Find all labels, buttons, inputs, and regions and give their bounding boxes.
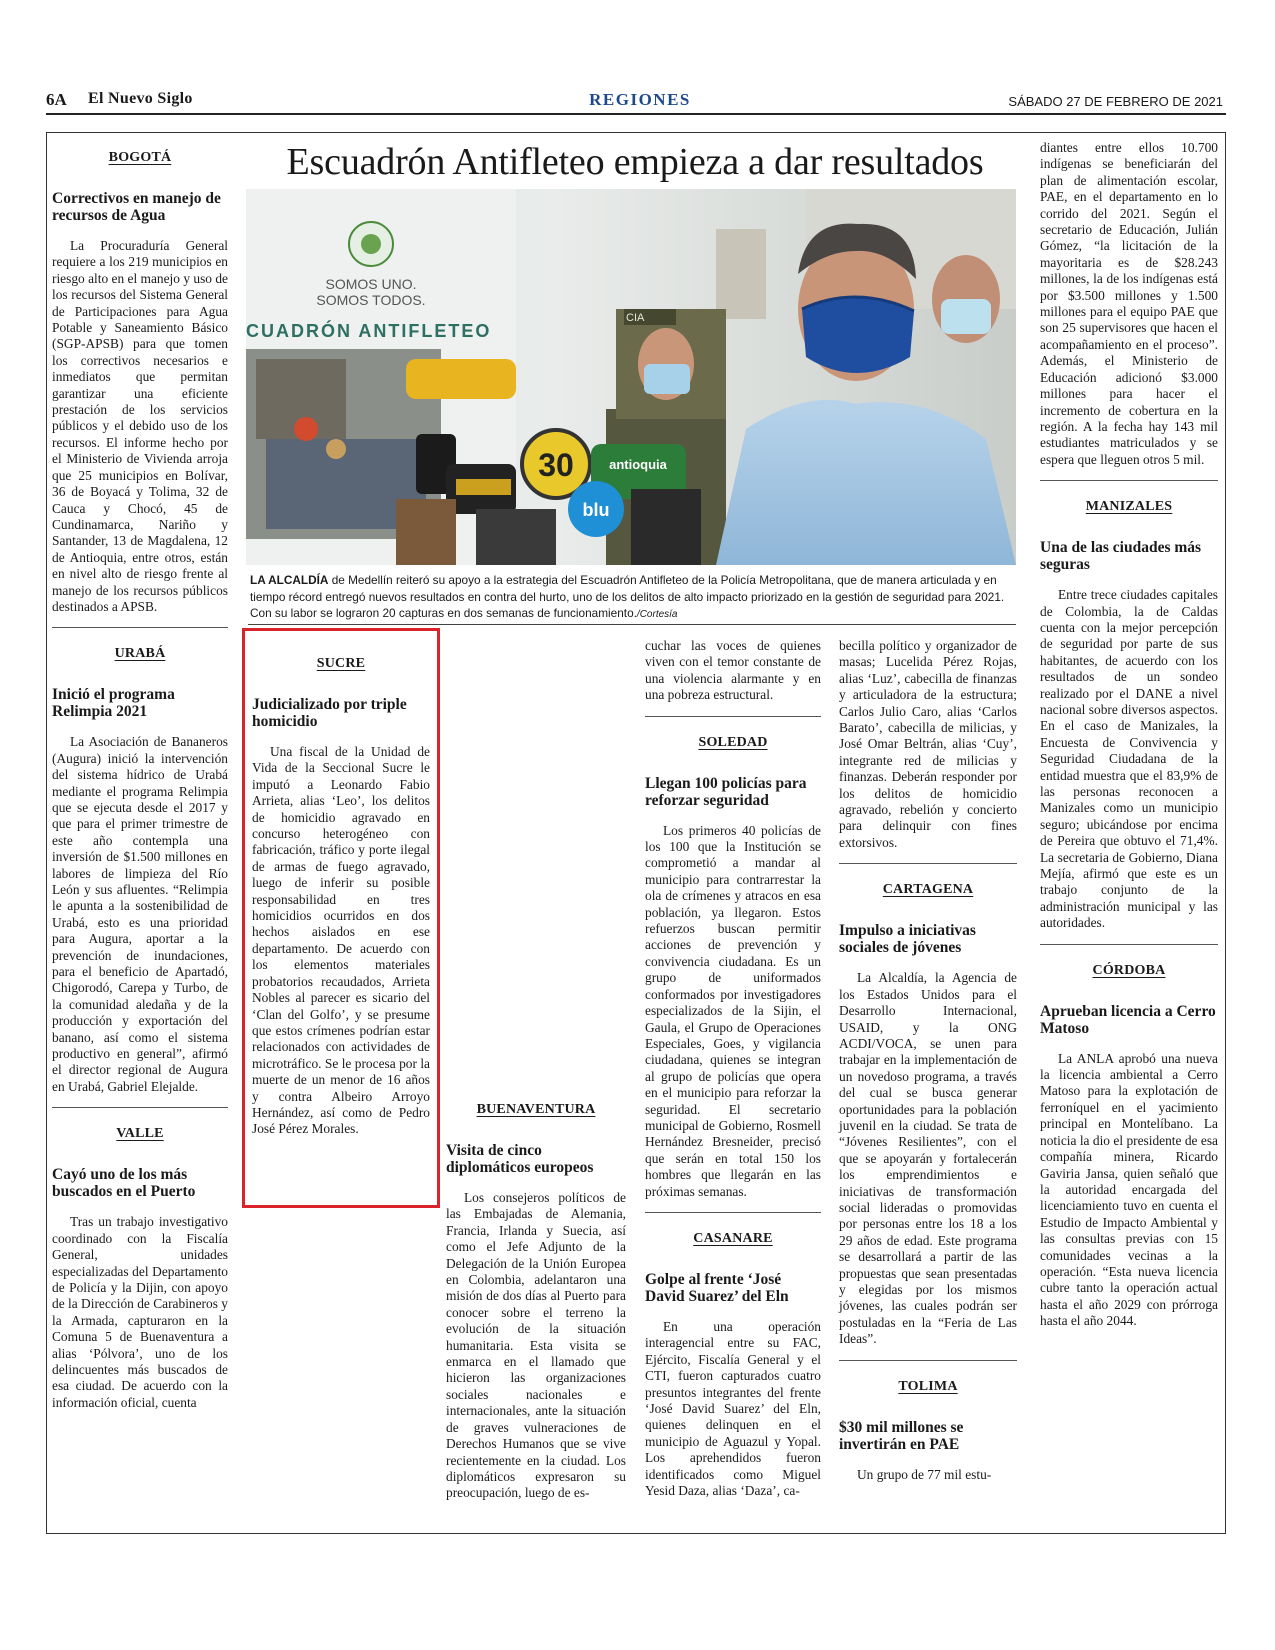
section-valle: VALLE xyxy=(116,1126,164,1142)
section-manizales: MANIZALES xyxy=(1085,499,1173,515)
column-4 xyxy=(839,638,1017,1483)
divider xyxy=(645,716,821,717)
title-bogota: Correctivos en manejo de recursos de Agua xyxy=(52,190,221,224)
body-valle: Tras un trabajo investigativo coordinado con la Fiscalía General, unidades especializadas del Departamento de Policía y la Dijin, con apoyo de la Dirección de Carabineros y la Armada, capturaron en la Comuna 5 de Buenaventura a alias ‘Pólvora’, uno de los delincuentes más buscados de esa ciudad. De acuerdo con la información oficial, cuenta xyxy=(52,1214,228,1410)
body-buenaventura: Los consejeros políticos de las Embajadas de Alemania, Francia, Irlanda y Suecia, así como el Jefe Adjunto de la Delegación de la Unión Europea en Colombia, adelantaron una misión de dos días al Puerto para conocer sobre el terreno la evolución de la situación humanitaria. Esta visita se enmarca en el llamado que hicieron las organizaciones sociales nacionales e internacionales, ante la situación de graves vulneraciones de Derechos Humanos que se vive recientemente en la ciudad. Los diplomáticos expresaron su preocupación, luego de es- xyxy=(446,1190,626,1501)
body-cartagena: La Alcaldía, la Agencia de los Estados Unidos para el Desarrollo Internacional, USAID, y la ONG ACDI/VOCA, se unen para trabajar en la implementación de un novedoso programa, a través del cual se busca generar oportunidades para la población juvenil en la ciudad. Se trata de “Jóvenes Resilientes”, con el que se apoyarán y fortalecerán los emprendimientos e iniciativas de transformación social lideradas o promovidas por personas entre los 18 a los 29 años de edad. Este programa se desarrollará a partir de las propuestas que sean presentadas y elegidas por los mismos jóvenes, las cuales podrán ser postuladas en la “Feria de Las Ideas”. xyxy=(839,970,1017,1347)
column-3 xyxy=(645,638,821,1499)
header-rule xyxy=(46,113,1226,115)
caption-rule xyxy=(248,624,1016,625)
photo-illustration xyxy=(246,189,1016,565)
section-uraba: URABÁ xyxy=(114,646,166,662)
caption-credit: /Cortesía xyxy=(636,609,678,620)
divider xyxy=(839,863,1017,864)
title-casanare: Golpe al frente ‘José David Suarez’ del Eln xyxy=(645,1270,789,1305)
body-cordoba: La ANLA aprobó una nueva la licencia ambiental a Cerro Matoso para la explotación de ferroníquel en el yacimiento principal en Montelíbano. La noticia la dio el presidente de esa compañía minera, Ricardo Gaviria Jansa, quien señaló que la autoridad encargada del licenciamiento tuvo en cuenta el Estudio de Impacto Ambiental y las consultas previas con 15 comunidades vecinas a la operación. “Esta nueva licencia cubre tanto la operación actual hasta el año 2029 con prórroga hasta el año 2044. xyxy=(1040,1050,1218,1329)
continued-buenaventura: cuchar las voces de quienes viven con el temor constante de una violencia alarmante y en una pobreza estructural. xyxy=(645,638,821,703)
section-soledad: SOLEDAD xyxy=(698,734,768,750)
column-1 xyxy=(52,150,228,1411)
main-headline: Escuadrón Antifleteo empieza a dar resultados xyxy=(286,141,984,183)
body-soledad: Los primeros 40 policías de los 100 que la Institución se comprometió a mandar al municipio para contrarrestar la ola de crímenes y atracos en esa población, ya llegaron. Estos refuerzos buscan permitir acciones de prevención y convivencia ciudadana. Es un grupo de uniformados conformados por investigadores especializados de la Sijin, el Gaula, el Grupo de Operaciones Especiales, Goes, y vigilancia ciudadana, quienes se integran al grupo de policías que opera en el municipio para reforzar la seguridad. El secretario municipal de Gobierno, Rosmell Hernández Bresneider, precisó que serán en total 150 los hombres que llegarán en las próximas semanas. xyxy=(645,822,821,1199)
section-casanare: CASANARE xyxy=(693,1230,773,1246)
section-sucre: SUCRE xyxy=(316,656,366,671)
title-tolima: $30 mil millones se invertirán en PAE xyxy=(839,1418,964,1453)
banner-line-1: SOMOS UNO. xyxy=(325,276,417,292)
section-tolima: TOLIMA xyxy=(898,1378,958,1394)
section-cordoba: CÓRDOBA xyxy=(1092,962,1166,978)
issue-date: SÁBADO 27 DE FEBRERO DE 2021 xyxy=(1008,94,1223,109)
section-buenaventura: BUENAVENTURA xyxy=(476,1102,596,1117)
mic-30-label: 30 xyxy=(538,447,574,483)
title-cartagena: Impulso a iniciativas sociales de jóvenes xyxy=(839,922,976,957)
divider xyxy=(52,1107,228,1108)
newspaper-name: El Nuevo Siglo xyxy=(88,90,193,107)
page-number: 6A xyxy=(46,90,67,109)
column-5 xyxy=(1040,140,1218,1330)
title-sucre: Judicializado por triple homicidio xyxy=(252,696,407,730)
title-valle: Cayó uno de los más buscados en el Puerto xyxy=(52,1166,196,1201)
title-soledad: Llegan 100 policías para reforzar seguridad xyxy=(645,774,807,809)
caption-lead: LA ALCALDÍA xyxy=(250,573,329,587)
body-manizales: Entre trece ciudades capitales de Colombia, la de Caldas cuenta con la mejor percepción de seguridad por parte de sus habitantes, de acuerdo con los resultados de un sondeo realizado por el DANE a nivel nacional sobre diversos aspectos. En el caso de Manizales, la Encuesta de Convivencia y Seguridad Ciudadana de la entidad muestra que el 83,9% de las personas reconocen a Manizales como un municipio seguro; ubicándose por encima de Pereira que obtuvo el 71,4%. La secretaria de Gobierno, Diana Mejía, afirmó que este es un trabajo conjunto de la administración municipal y las autoridades. xyxy=(1040,587,1218,931)
body-sucre: Una fiscal de la Unidad de Vida de la Seccional Sucre le imputó a Leonardo Fabio Arrieta, alias ‘Leo’, los delitos de homicidio agravado en concurso heterogéneo con fabricación, tráfico y porte ilegal de armas de fuego agravado, luego de inferir su posible responsabilidad en tres homicidios ocurridos en dos hechos aislados en ese departamento. De acuerdo con los elementos materiales probatorios recaudados, Arrieta Nobles al parecer es sicario del ‘Clan del Golfo’, y se presume que estos crímenes podrían estar relacionados con actividades de microtráfico. Se le procesa por la muerte de un menor de 16 años y contra Albeiro Arroyo Hernández, así como de Pedro José Pérez Morales. xyxy=(252,744,430,1137)
continued-casanare: becilla político y organizador de masas; Lucelida Pérez Rojas, alias ‘Luz’, cabecilla de finanzas y articuladora de la estructura; Carlos Julio Caro, alias ‘Carlos Barato’, cabecilla de milicias, y José Omar Beltrán, alias ‘Cuy’, integrante red de milicias y finanzas. Deberán responder por los delitos de homicidio agravado, rebelión y concierto para delinquir con fines extorsivos. xyxy=(839,638,1017,850)
section-bogota: BOGOTÁ xyxy=(108,150,172,165)
mic-blu-label: blu xyxy=(582,500,610,520)
banner-line-2: SOMOS TODOS. xyxy=(316,292,426,308)
banner-text: CUADRÓN ANTIFLETEO xyxy=(246,321,492,341)
divider xyxy=(645,1212,821,1213)
photo-caption xyxy=(250,572,1012,624)
column-2-bottom xyxy=(446,1102,626,1502)
divider xyxy=(1040,480,1218,481)
divider xyxy=(1040,944,1218,945)
section-name: REGIONES xyxy=(589,90,691,109)
section-cartagena: CARTAGENA xyxy=(882,882,974,898)
continued-tolima: diantes entre ellos 10.700 indígenas se beneficiarán del plan de alimentación escolar, PAE, en el departamento en lo corrido del 2021. Según el secretario de Educación, Julián Gómez, “la licitación de la mayoritaria es de $28.243 millones, la de los indígenas está por $3.500 millones y 1.500 millones para el equipo PAE que son 25 supervisores que hacen el acompañamiento en el proceso”. Además, el Ministerio de Educación adicionó $3.000 millones para hacer el incremento de cobertura en la región. A la fecha hay 143 mil estudiantes matriculados y se espera que lleguen otros 5 mil. xyxy=(1040,140,1218,467)
title-manizales: Una de las ciudades más seguras xyxy=(1040,539,1202,574)
body-casanare: En una operación interagencial entre su FAC, Ejército, Fiscalía General y el CTI, fueron capturados cuatro presuntos integrantes del frente ‘José David Suarez’ del Eln, quienes delinquen en el municipio de Aguazul y Yopal. Los aprehendidos fueron identificados como Miguel Yesid Daza, alias ‘Daza’, ca- xyxy=(645,1318,821,1499)
body-uraba: La Asociación de Bananeros (Augura) inició la intervención del sistema hídrico de Urabá mediante el programa Relimpia que se ejecuta desde el 2017 y que para el primer trimestre de este año contempla una inversión de $1.500 millones en labores de limpieza del Río León y sus afluentes. “Relimpia le apunta a la sostenibilidad de Urabá, esto es una prioridad para Augura, aportar a la prevención de inundaciones, para el beneficio de Apartadó, Chigorodó, Carepa y Turbo, de la comunidad aledaña y de la producción y exportación del banano, así como el sistema productivo en general”, afirmó el director regional de Augura en Urabá, Gabriel Elejalde. xyxy=(52,734,228,1094)
caption-body: de Medellín reiteró su apoyo a la estrategia del Escuadrón Antifleteo de la Policía Metropolitana, que de manera articulada y en tiempo récord entregó nuevos resultados en contra del hurto, uno de los delitos de alto impacto priorizado en la gestión de seguridad para 2021. Con su labor se lograron 20 capturas en dos semanas de funcionamiento. xyxy=(250,573,1005,620)
divider xyxy=(839,1360,1017,1361)
vest-label: CIA xyxy=(626,312,645,324)
title-cordoba: Aprueban licencia a Cerro Matoso xyxy=(1040,1002,1216,1037)
body-bogota: La Procuraduría General requiere a los 219 municipios en riesgo alto en el manejo y uso de los recursos del Sistema General de Participaciones para Agua Potable y Saneamiento Básico (SGP-APSB) para que tomen los correctivos necesarios e inmediatos que permitan garantizar una eficiente prestación de los servicios públicos y el debido uso de los recursos. El informe hecho por el Ministerio de Vivienda arroja que 25 municipios en Bolívar, 36 de Boyacá y Tolima, 32 de Cauca y Chocó, 45 de Cundinamarca, Nariño y Santander, 13 de Magdalena, 12 de Antioquia, entre otros, están en nivel alto de riesgo frente al manejo de los recursos públicos destinados a APSB. xyxy=(52,238,228,614)
mic-antioquia-label: antioquia xyxy=(609,457,667,472)
news-photo xyxy=(246,189,1016,565)
title-uraba: Inició el programa Relimpia 2021 xyxy=(52,686,175,721)
divider xyxy=(52,627,228,628)
title-buenaventura: Visita de cinco diplomáticos europeos xyxy=(446,1142,594,1176)
column-2-top xyxy=(252,656,430,1138)
body-tolima: Un grupo de 77 mil estu- xyxy=(857,1466,992,1482)
